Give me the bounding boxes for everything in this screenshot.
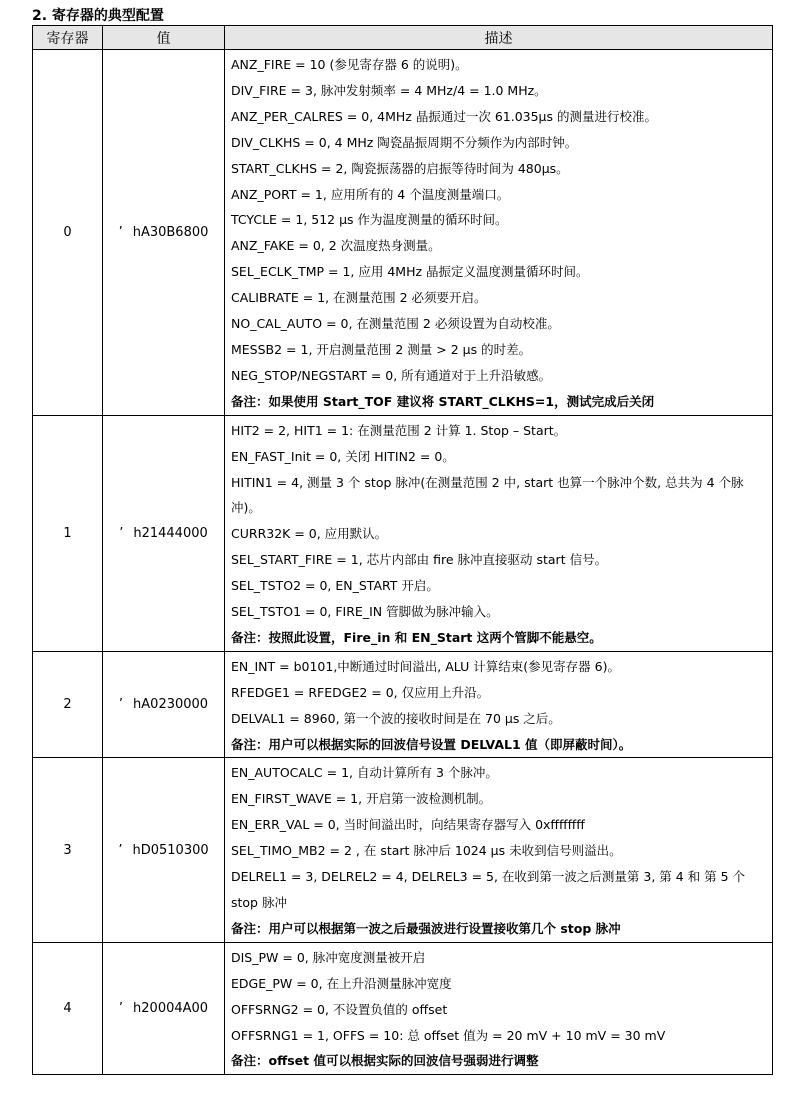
value-text: h20004A00	[133, 1001, 209, 1017]
note-line: 备注：如果使用 Start_TOF 建议将 START_CLKHS=1，测试完成后关闭	[231, 393, 655, 409]
table-row	[33, 942, 773, 1075]
description-line: HIT2 = 2, HIT1 = 1: 在测量范围 2 计算 1. Stop – Start。	[231, 422, 567, 438]
note-line: 备注：按照此设置，Fire_in 和 EN_Start 这两个管脚不能悬空。	[231, 629, 602, 645]
description-line: ANZ_FAKE = 0, 2 次温度热身测量。	[231, 238, 441, 254]
note-line: 备注：用户可以根据第一波之后最强波进行设置接收第几个 stop 脉冲	[231, 920, 621, 936]
register-number: 1	[33, 415, 103, 651]
description-line: SEL_START_FIRE = 1, 芯片内部由 fire 脉冲直接驱动 start 信号。	[231, 552, 608, 568]
description-line: SEL_TSTO2 = 0, EN_START 开启。	[231, 578, 439, 594]
description-line: DIV_FIRE = 3, 脉冲发射频率 = 4 MHz/4 = 1.0 MHz。	[231, 82, 547, 98]
description-line: ANZ_FIRE = 10 (参见寄存器 6 的说明)。	[231, 57, 468, 72]
description-line: NEG_STOP/NEGSTART = 0, 所有通道对于上升沿敏感。	[231, 367, 552, 383]
description-line: CALIBRATE = 1, 在测量范围 2 必须要开启。	[231, 290, 487, 306]
description-line: DELVAL1 = 8960, 第一个波的接收时间是在 70 μs 之后。	[231, 710, 561, 726]
description-line: ANZ_PER_CALRES = 0, 4MHz 晶振通过一次 61.035μs 的测量进行校准。	[231, 108, 657, 124]
note-line: 备注：offset 值可以根据实际的回波信号强弱进行调整	[231, 1053, 539, 1069]
value-prefix: ’	[119, 525, 124, 541]
table-row	[33, 651, 773, 758]
description-line: EDGE_PW = 0, 在上升沿测量脉冲宽度	[231, 975, 452, 991]
value-text: hA30B6800	[132, 224, 209, 240]
table-row	[33, 415, 773, 651]
description-line: EN_INT = b0101,中断通过时间溢出, ALU 计算结束(参见寄存器 6)。	[231, 658, 620, 674]
value-text: h21444000	[133, 525, 208, 541]
register-value	[103, 942, 225, 1075]
register-number: 2	[33, 651, 103, 758]
register-value	[103, 415, 225, 651]
description-line: EN_FAST_Init = 0, 关闭 HITIN2 = 0。	[231, 448, 455, 464]
description-line: HITIN1 = 4, 测量 3 个 stop 脉冲(在测量范围 2 中, start 也算一个脉冲个数, 总共为 4 个脉冲)。	[231, 474, 744, 516]
description-line: RFEDGE1 = RFEDGE2 = 0, 仅应用上升沿。	[231, 684, 490, 700]
header-value: 值	[103, 26, 225, 50]
description-line: EN_FIRST_WAVE = 1, 开启第一波检测机制。	[231, 791, 492, 807]
header-description: 描述	[225, 26, 773, 50]
description-line: SEL_TIMO_MB2 = 2 , 在 start 脉冲后 1024 μs 未收到信号则溢出。	[231, 843, 622, 859]
value-text: hD0510300	[132, 842, 209, 858]
description-line: DELREL1 = 3, DELREL2 = 4, DELREL3 = 5, 在收到第一波之后测量第 3, 第 4 和 第 5 个 stop 脉冲	[231, 869, 746, 910]
register-value	[103, 50, 225, 416]
register-value	[103, 758, 225, 942]
description-line: DIS_PW = 0, 脉冲宽度测量被开启	[231, 949, 426, 965]
description-line: TCYCLE = 1, 512 μs 作为温度测量的循环时间。	[231, 212, 508, 228]
value-prefix: ’	[118, 842, 123, 858]
description-line: ANZ_PORT = 1, 应用所有的 4 个温度测量端口。	[231, 186, 510, 202]
description-line: CURR32K = 0, 应用默认。	[231, 526, 388, 542]
description-line: OFFSRNG1 = 1, OFFS = 10: 总 offset 值为 = 20 mV + 10 mV = 30 mV	[231, 1027, 666, 1043]
note-line: 备注：用户可以根据实际的回波信号设置 DELVAL1 值（即屏蔽时间）。	[231, 736, 632, 752]
value-prefix: ’	[118, 697, 124, 713]
table-header-row	[33, 26, 773, 50]
section-title: 2. 寄存器的典型配置	[32, 8, 164, 24]
value-text: hA0230000	[133, 697, 209, 713]
register-description	[225, 415, 773, 651]
description-line: SEL_ECLK_TMP = 1, 应用 4MHz 晶振定义温度测量循环时间。	[231, 264, 589, 280]
register-number: 3	[33, 758, 103, 942]
description-line: START_CLKHS = 2, 陶瓷振荡器的启振等待时间为 480μs。	[231, 160, 569, 176]
table-row	[33, 50, 773, 416]
register-description	[225, 651, 773, 758]
description-line: EN_ERR_VAL = 0, 当时间溢出时，向结果寄存器写入 0xffffffff	[231, 817, 585, 833]
register-value	[103, 651, 225, 758]
register-description	[225, 758, 773, 942]
header-register: 寄存器	[33, 26, 103, 50]
description-line: SEL_TSTO1 = 0, FIRE_IN 管脚做为脉冲输入。	[231, 604, 499, 620]
description-line: OFFSRNG2 = 0, 不设置负值的 offset	[231, 1001, 448, 1017]
description-line: NO_CAL_AUTO = 0, 在测量范围 2 必须设置为自动校准。	[231, 316, 560, 332]
register-number: 0	[33, 50, 103, 416]
register-number: 4	[33, 942, 103, 1075]
register-config-table	[32, 25, 773, 1075]
register-description	[225, 50, 773, 416]
value-prefix: ’	[118, 224, 123, 240]
description-line: DIV_CLKHS = 0, 4 MHz 陶瓷晶振周期不分频作为内部时钟。	[231, 134, 578, 150]
description-line: EN_AUTOCALC = 1, 自动计算所有 3 个脉冲。	[231, 765, 498, 781]
value-prefix: ’	[118, 1001, 124, 1017]
description-line: MESSB2 = 1, 开启测量范围 2 测量 > 2 μs 的时差。	[231, 341, 532, 357]
table-row	[33, 758, 773, 942]
register-description	[225, 942, 773, 1075]
